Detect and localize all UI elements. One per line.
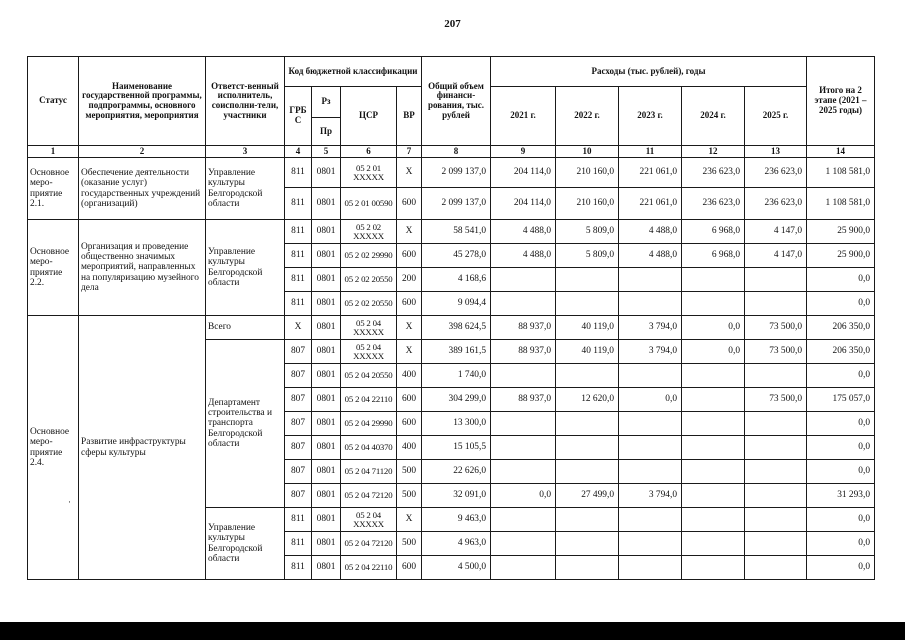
csr-cell: 05 2 04 20550: [341, 364, 397, 388]
name-cell: Развитие инфраструктуры сферы культуры: [79, 316, 206, 580]
year-2021-cell: 88 937,0: [491, 316, 556, 340]
year-2023-cell: 0,0: [619, 388, 682, 412]
stage-total-cell: 206 350,0: [807, 316, 875, 340]
grbs-cell: 811: [285, 158, 312, 188]
stage-total-cell: 25 900,0: [807, 244, 875, 268]
csr-cell: 05 2 02 20550: [341, 268, 397, 292]
total-cell: 15 105,5: [422, 436, 491, 460]
rz-pr-cell: 0801: [312, 292, 341, 316]
year-2023-cell: [619, 460, 682, 484]
stage-total-cell: 0,0: [807, 460, 875, 484]
stage-total-cell: 31 293,0: [807, 484, 875, 508]
total-cell: 13 300,0: [422, 412, 491, 436]
rz-pr-cell: 0801: [312, 484, 341, 508]
rz-pr-cell: 0801: [312, 316, 341, 340]
total-cell: 58 541,0: [422, 220, 491, 244]
grbs-cell: 807: [285, 412, 312, 436]
budget-table: [27, 56, 875, 580]
year-2023-cell: [619, 364, 682, 388]
year-2024-cell: [682, 292, 745, 316]
column-number: 2: [79, 146, 206, 158]
grbs-cell: 807: [285, 436, 312, 460]
stage-total-cell: 206 350,0: [807, 340, 875, 364]
year-2022-cell: [556, 412, 619, 436]
column-number: 7: [397, 146, 422, 158]
year-2021-cell: 4 488,0: [491, 220, 556, 244]
header-total: Общий объем финанси-рования, тыс. рублей: [422, 57, 491, 146]
vr-cell: 400: [397, 436, 422, 460]
year-2021-cell: [491, 412, 556, 436]
total-cell: 304 299,0: [422, 388, 491, 412]
csr-cell: 05 2 01 00590: [341, 188, 397, 220]
csr-cell: 05 2 04 72120: [341, 484, 397, 508]
csr-cell: 05 2 04 71120: [341, 460, 397, 484]
responsible-cell: Департамент строительства и транспорта Белгородской области: [206, 340, 285, 508]
vr-cell: 600: [397, 388, 422, 412]
year-2024-cell: [682, 436, 745, 460]
vr-cell: 500: [397, 460, 422, 484]
column-number: 13: [745, 146, 807, 158]
year-2022-cell: 5 809,0: [556, 220, 619, 244]
csr-cell: 05 2 02 29990: [341, 244, 397, 268]
csr-cell: 05 2 04 22110: [341, 388, 397, 412]
rz-pr-cell: 0801: [312, 340, 341, 364]
header-vr: ВР: [397, 87, 422, 146]
stage-total-cell: 0,0: [807, 508, 875, 532]
year-2023-cell: 4 488,0: [619, 220, 682, 244]
rz-pr-cell: 0801: [312, 220, 341, 244]
name-cell: Организация и проведение общественно значимых мероприятий, направленных на популяризацию музейного дела: [79, 220, 206, 316]
header-expenses: Расходы (тыс. рублей), годы: [491, 57, 807, 87]
responsible-cell: Всего: [206, 316, 285, 340]
vr-cell: X: [397, 508, 422, 532]
header-responsible: Ответст-венный исполнитель, соисполни-тели, участники: [206, 57, 285, 146]
total-cell: 32 091,0: [422, 484, 491, 508]
vr-cell: 400: [397, 364, 422, 388]
year-2025-cell: 236 623,0: [745, 188, 807, 220]
year-2023-cell: 221 061,0: [619, 188, 682, 220]
year-2025-cell: 236 623,0: [745, 158, 807, 188]
vr-cell: X: [397, 316, 422, 340]
year-2022-cell: 210 160,0: [556, 188, 619, 220]
vr-cell: X: [397, 158, 422, 188]
stage-total-cell: 1 108 581,0: [807, 158, 875, 188]
status-cell: Основное меро-приятие 2.4.: [28, 316, 79, 580]
stage-total-cell: 0,0: [807, 292, 875, 316]
header-year-2022: 2022 г.: [556, 87, 619, 146]
grbs-cell: 807: [285, 340, 312, 364]
year-2025-cell: [745, 556, 807, 580]
total-cell: 4 500,0: [422, 556, 491, 580]
year-2024-cell: [682, 364, 745, 388]
year-2025-cell: [745, 412, 807, 436]
year-2023-cell: [619, 436, 682, 460]
stage-total-cell: 0,0: [807, 532, 875, 556]
year-2023-cell: 3 794,0: [619, 316, 682, 340]
rz-pr-cell: 0801: [312, 388, 341, 412]
year-2023-cell: 221 061,0: [619, 158, 682, 188]
year-2024-cell: [682, 508, 745, 532]
year-2022-cell: 40 119,0: [556, 340, 619, 364]
rz-pr-cell: 0801: [312, 364, 341, 388]
total-cell: 1 740,0: [422, 364, 491, 388]
vr-cell: 600: [397, 188, 422, 220]
year-2024-cell: 236 623,0: [682, 188, 745, 220]
year-2024-cell: [682, 268, 745, 292]
year-2021-cell: 88 937,0: [491, 340, 556, 364]
year-2022-cell: [556, 532, 619, 556]
year-2024-cell: [682, 556, 745, 580]
grbs-cell: 811: [285, 188, 312, 220]
stage-total-cell: 0,0: [807, 268, 875, 292]
year-2022-cell: 12 620,0: [556, 388, 619, 412]
grbs-cell: 807: [285, 460, 312, 484]
column-number: 11: [619, 146, 682, 158]
year-2022-cell: 27 499,0: [556, 484, 619, 508]
year-2024-cell: 0,0: [682, 316, 745, 340]
grbs-cell: 807: [285, 484, 312, 508]
vr-cell: X: [397, 220, 422, 244]
rz-pr-cell: 0801: [312, 244, 341, 268]
year-2023-cell: 3 794,0: [619, 340, 682, 364]
year-2025-cell: [745, 364, 807, 388]
year-2023-cell: [619, 268, 682, 292]
year-2024-cell: 236 623,0: [682, 158, 745, 188]
csr-cell: 05 2 02 XXXXX: [341, 220, 397, 244]
stray-dot: ·: [68, 497, 71, 507]
year-2023-cell: [619, 556, 682, 580]
grbs-cell: 811: [285, 556, 312, 580]
total-cell: 2 099 137,0: [422, 158, 491, 188]
year-2021-cell: [491, 292, 556, 316]
rz-pr-cell: 0801: [312, 412, 341, 436]
stage-total-cell: 0,0: [807, 364, 875, 388]
year-2021-cell: [491, 268, 556, 292]
header-pr: Пр: [312, 118, 341, 146]
year-2024-cell: [682, 412, 745, 436]
vr-cell: X: [397, 340, 422, 364]
column-number: 14: [807, 146, 875, 158]
year-2022-cell: [556, 364, 619, 388]
stage-total-cell: 0,0: [807, 436, 875, 460]
csr-cell: 05 2 04 29990: [341, 412, 397, 436]
year-2024-cell: 6 968,0: [682, 244, 745, 268]
year-2023-cell: 3 794,0: [619, 484, 682, 508]
grbs-cell: 807: [285, 364, 312, 388]
header-year-2024: 2024 г.: [682, 87, 745, 146]
responsible-cell: Управление культуры Белгородской области: [206, 508, 285, 580]
rz-pr-cell: 0801: [312, 508, 341, 532]
year-2025-cell: 73 500,0: [745, 316, 807, 340]
grbs-cell: 811: [285, 244, 312, 268]
column-number: 5: [312, 146, 341, 158]
grbs-cell: 811: [285, 292, 312, 316]
year-2024-cell: 0,0: [682, 340, 745, 364]
stage-total-cell: 0,0: [807, 412, 875, 436]
vr-cell: 600: [397, 292, 422, 316]
header-budget-code: Код бюджетной классификации: [285, 57, 422, 87]
year-2021-cell: 0,0: [491, 484, 556, 508]
year-2022-cell: [556, 292, 619, 316]
year-2023-cell: 4 488,0: [619, 244, 682, 268]
stage-total-cell: 175 057,0: [807, 388, 875, 412]
stage-total-cell: 0,0: [807, 556, 875, 580]
column-numbers-row: [28, 146, 875, 158]
column-number: 8: [422, 146, 491, 158]
rz-pr-cell: 0801: [312, 460, 341, 484]
header-grbs: ГРБ С: [285, 87, 312, 146]
total-cell: 4 963,0: [422, 532, 491, 556]
year-2022-cell: [556, 436, 619, 460]
year-2021-cell: [491, 436, 556, 460]
total-cell: 9 094,4: [422, 292, 491, 316]
year-2022-cell: [556, 556, 619, 580]
rz-pr-cell: 0801: [312, 158, 341, 188]
column-number: 3: [206, 146, 285, 158]
column-number: 6: [341, 146, 397, 158]
csr-cell: 05 2 04 40370: [341, 436, 397, 460]
year-2021-cell: [491, 364, 556, 388]
year-2025-cell: [745, 484, 807, 508]
grbs-cell: 811: [285, 268, 312, 292]
year-2024-cell: [682, 532, 745, 556]
vr-cell: 600: [397, 412, 422, 436]
year-2022-cell: 210 160,0: [556, 158, 619, 188]
year-2021-cell: 204 114,0: [491, 188, 556, 220]
page-number: 207: [444, 18, 461, 30]
total-cell: 4 168,6: [422, 268, 491, 292]
column-number: 10: [556, 146, 619, 158]
vr-cell: 600: [397, 244, 422, 268]
header-year-2021: 2021 г.: [491, 87, 556, 146]
year-2025-cell: 73 500,0: [745, 388, 807, 412]
total-cell: 2 099 137,0: [422, 188, 491, 220]
csr-cell: 05 2 02 20550: [341, 292, 397, 316]
header-csr: ЦСР: [341, 87, 397, 146]
year-2021-cell: 4 488,0: [491, 244, 556, 268]
responsible-cell: Управление культуры Белгородской области: [206, 220, 285, 316]
rz-pr-cell: 0801: [312, 532, 341, 556]
year-2025-cell: 4 147,0: [745, 244, 807, 268]
stage-total-cell: 25 900,0: [807, 220, 875, 244]
rz-pr-cell: 0801: [312, 556, 341, 580]
year-2021-cell: [491, 460, 556, 484]
year-2025-cell: [745, 508, 807, 532]
total-cell: 398 624,5: [422, 316, 491, 340]
status-cell: Основное меро-приятие 2.2.: [28, 220, 79, 316]
column-number: 4: [285, 146, 312, 158]
scan-border: [0, 622, 905, 640]
header-year-2023: 2023 г.: [619, 87, 682, 146]
csr-cell: 05 2 04 XXXXX: [341, 316, 397, 340]
rz-pr-cell: 0801: [312, 436, 341, 460]
total-cell: 45 278,0: [422, 244, 491, 268]
year-2022-cell: 5 809,0: [556, 244, 619, 268]
year-2024-cell: [682, 484, 745, 508]
responsible-cell: Управление культуры Белгородской области: [206, 158, 285, 220]
csr-cell: 05 2 04 72120: [341, 532, 397, 556]
year-2023-cell: [619, 292, 682, 316]
year-2023-cell: [619, 508, 682, 532]
table-row: [28, 316, 875, 340]
header-name: Наименование государственной программы, подпрограммы, основного мероприятия, мероприятия: [79, 57, 206, 146]
vr-cell: 200: [397, 268, 422, 292]
year-2025-cell: [745, 268, 807, 292]
total-cell: 389 161,5: [422, 340, 491, 364]
grbs-cell: 811: [285, 508, 312, 532]
stage-total-cell: 1 108 581,0: [807, 188, 875, 220]
grbs-cell: X: [285, 316, 312, 340]
csr-cell: 05 2 04 XXXXX: [341, 340, 397, 364]
year-2021-cell: [491, 532, 556, 556]
total-cell: 9 463,0: [422, 508, 491, 532]
vr-cell: 600: [397, 556, 422, 580]
year-2025-cell: [745, 436, 807, 460]
column-number: 9: [491, 146, 556, 158]
column-number: 1: [28, 146, 79, 158]
year-2021-cell: 204 114,0: [491, 158, 556, 188]
year-2021-cell: 88 937,0: [491, 388, 556, 412]
year-2025-cell: [745, 292, 807, 316]
year-2022-cell: [556, 508, 619, 532]
header-status: Статус: [28, 57, 79, 146]
name-cell: Обеспечение деятельности (оказание услуг) государственных учреждений (организаций): [79, 158, 206, 220]
grbs-cell: 811: [285, 532, 312, 556]
header-rz: Рз: [312, 87, 341, 118]
table-row: [28, 158, 875, 188]
grbs-cell: 811: [285, 220, 312, 244]
year-2021-cell: [491, 508, 556, 532]
rz-pr-cell: 0801: [312, 268, 341, 292]
year-2023-cell: [619, 532, 682, 556]
year-2022-cell: [556, 460, 619, 484]
vr-cell: 500: [397, 484, 422, 508]
year-2024-cell: [682, 388, 745, 412]
csr-cell: 05 2 04 XXXXX: [341, 508, 397, 532]
status-cell: Основное меро-приятие 2.1.: [28, 158, 79, 220]
grbs-cell: 807: [285, 388, 312, 412]
year-2021-cell: [491, 556, 556, 580]
year-2025-cell: [745, 460, 807, 484]
year-2022-cell: [556, 268, 619, 292]
vr-cell: 500: [397, 532, 422, 556]
year-2024-cell: [682, 460, 745, 484]
year-2022-cell: 40 119,0: [556, 316, 619, 340]
csr-cell: 05 2 04 22110: [341, 556, 397, 580]
table-row: [28, 220, 875, 244]
csr-cell: 05 2 01 XXXXX: [341, 158, 397, 188]
total-cell: 22 626,0: [422, 460, 491, 484]
header-stage-total: Итого на 2 этапе (2021 – 2025 годы): [807, 57, 875, 146]
year-2024-cell: 6 968,0: [682, 220, 745, 244]
year-2025-cell: [745, 532, 807, 556]
year-2025-cell: 73 500,0: [745, 340, 807, 364]
year-2023-cell: [619, 412, 682, 436]
year-2025-cell: 4 147,0: [745, 220, 807, 244]
column-number: 12: [682, 146, 745, 158]
header-year-2025: 2025 г.: [745, 87, 807, 146]
rz-pr-cell: 0801: [312, 188, 341, 220]
